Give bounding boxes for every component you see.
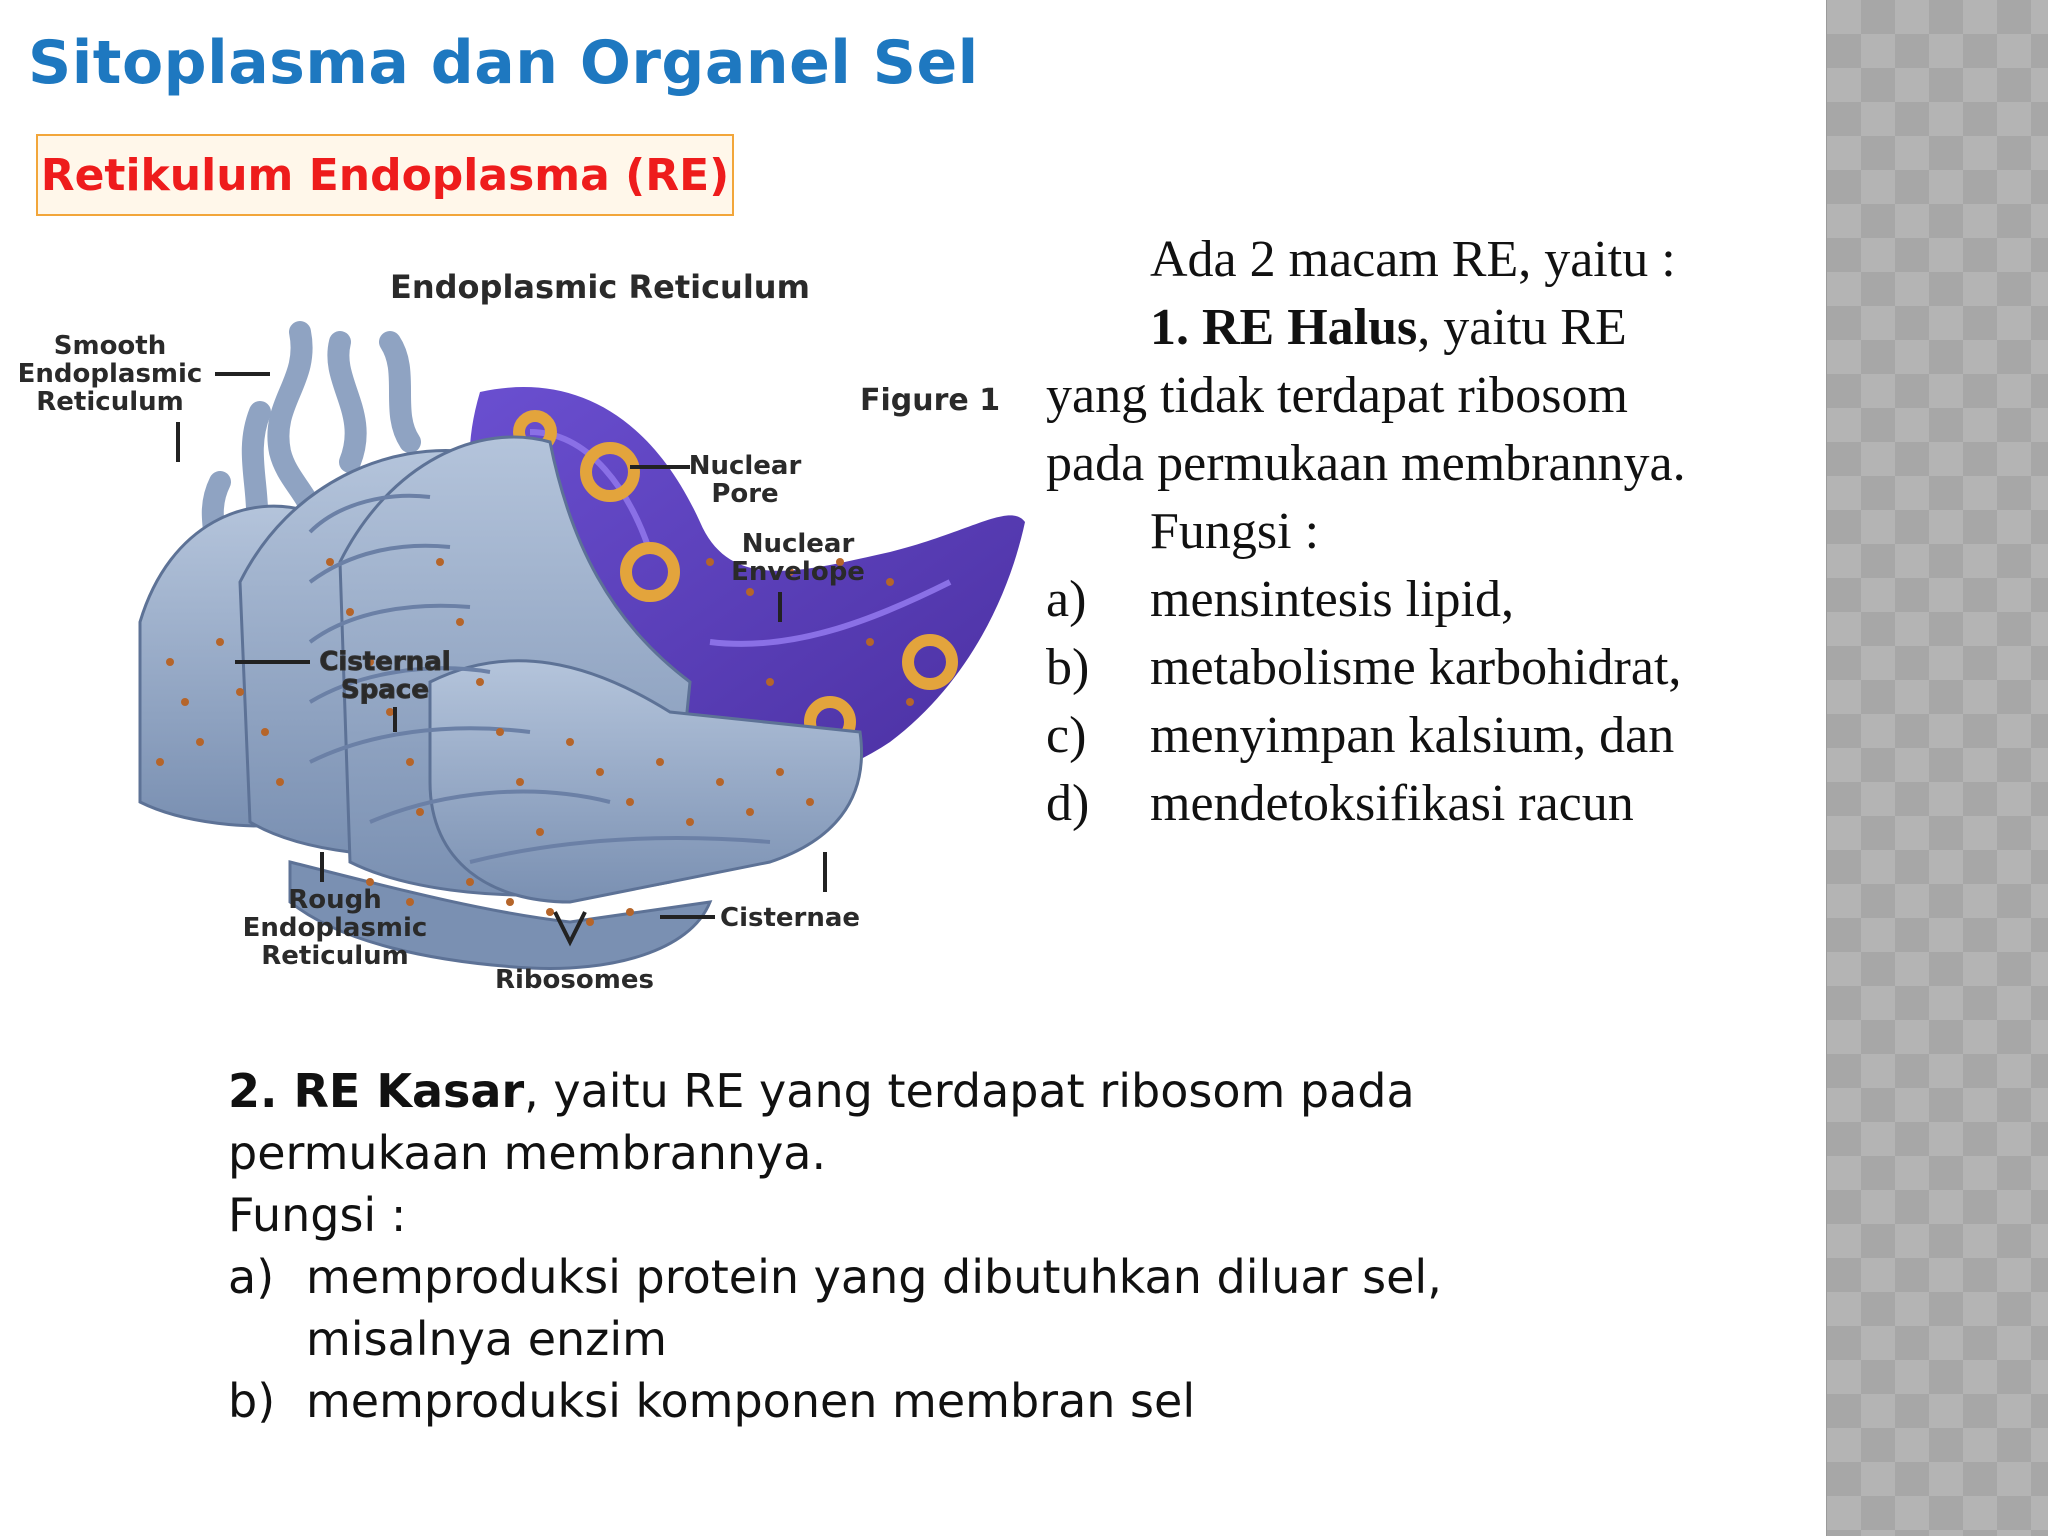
rough-re-section [228,1060,1628,1432]
rough-re-heading-rest: , yaitu RE yang terdapat ribosom pada [524,1064,1415,1118]
er-illustration [10,262,1030,1002]
list-marker: b) [228,1374,276,1428]
nuclear-envelope-label-line2: Envelope [731,557,865,587]
list-item [1046,566,1816,634]
rough-er-label-line2: Endoplasmic [242,913,428,943]
list-marker: b) [1046,639,1090,696]
ribosomes-label: Ribosomes [495,965,654,995]
list-marker: d) [1046,775,1090,832]
cisternal-space-label-line1: Cisternal [319,647,451,677]
rough-er-label-line3: Reticulum [261,941,409,971]
smooth-re-line3: pada permukaan membrannya. [1046,435,1686,492]
list-item-text: memproduksi protein yang dibutuhkan diluar sel, [306,1250,1442,1304]
list-item-text: metabolisme karbohidrat, [1150,639,1682,696]
subtitle-box [36,134,734,216]
rough-re-line2: permukaan membrannya. [228,1126,827,1180]
list-item-text: menyimpan kalsium, dan [1150,707,1675,764]
nuclear-envelope-label-line1: Nuclear [741,529,855,559]
re-types-intro: Ada 2 macam RE, yaitu : [1150,231,1676,288]
cisternae-label: Cisternae [720,903,861,933]
smooth-er-label-line2: Endoplasmic [17,359,203,389]
slide-title: Sitoplasma dan Organel Sel [28,28,979,98]
rough-re-fungsi-label: Fungsi : [228,1188,407,1242]
smooth-re-section [1046,226,1816,838]
list-marker: a) [1046,571,1087,628]
list-item-text: mendetoksifikasi racun [1150,775,1634,832]
list-item-text: mensintesis lipid, [1150,571,1514,628]
list-marker: a) [228,1250,275,1304]
decorative-side-pattern [1826,0,2048,1536]
nuclear-pore-label-line1: Nuclear [688,451,802,481]
rough-re-heading-bold: 2. RE Kasar [228,1064,525,1118]
smooth-re-fungsi-label: Fungsi : [1150,503,1320,560]
cisternal-space-label-line2: Space [341,675,429,705]
smooth-re-heading-bold: 1. RE Halus [1150,299,1418,356]
figure-heading: Endoplasmic Reticulum [390,268,810,306]
smooth-er-label-line3: Reticulum [36,387,184,417]
list-item [1046,702,1816,770]
smooth-re-line2: yang tidak terdapat ribosom [1046,367,1628,424]
rough-re-heading [228,1060,1628,1122]
list-item-text: memproduksi komponen membran sel [306,1374,1196,1428]
nuclear-pore-label-line2: Pore [711,479,779,509]
slide-subtitle: Retikulum Endoplasma (RE) [40,149,730,201]
smooth-re-heading-rest: , yaitu RE [1417,299,1627,356]
list-item-body [306,1246,1442,1370]
list-item [1046,634,1816,702]
list-item-continuation: misalnya enzim [306,1312,667,1366]
rough-er-label-line1: Rough [288,885,382,915]
list-item [1046,770,1816,838]
list-item [228,1246,1628,1370]
smooth-re-heading [1046,294,1816,362]
figure-number-label: Figure 1 [860,383,1001,418]
list-marker: c) [1046,707,1087,764]
list-item [228,1370,1628,1432]
smooth-er-label-line1: Smooth [53,331,167,361]
